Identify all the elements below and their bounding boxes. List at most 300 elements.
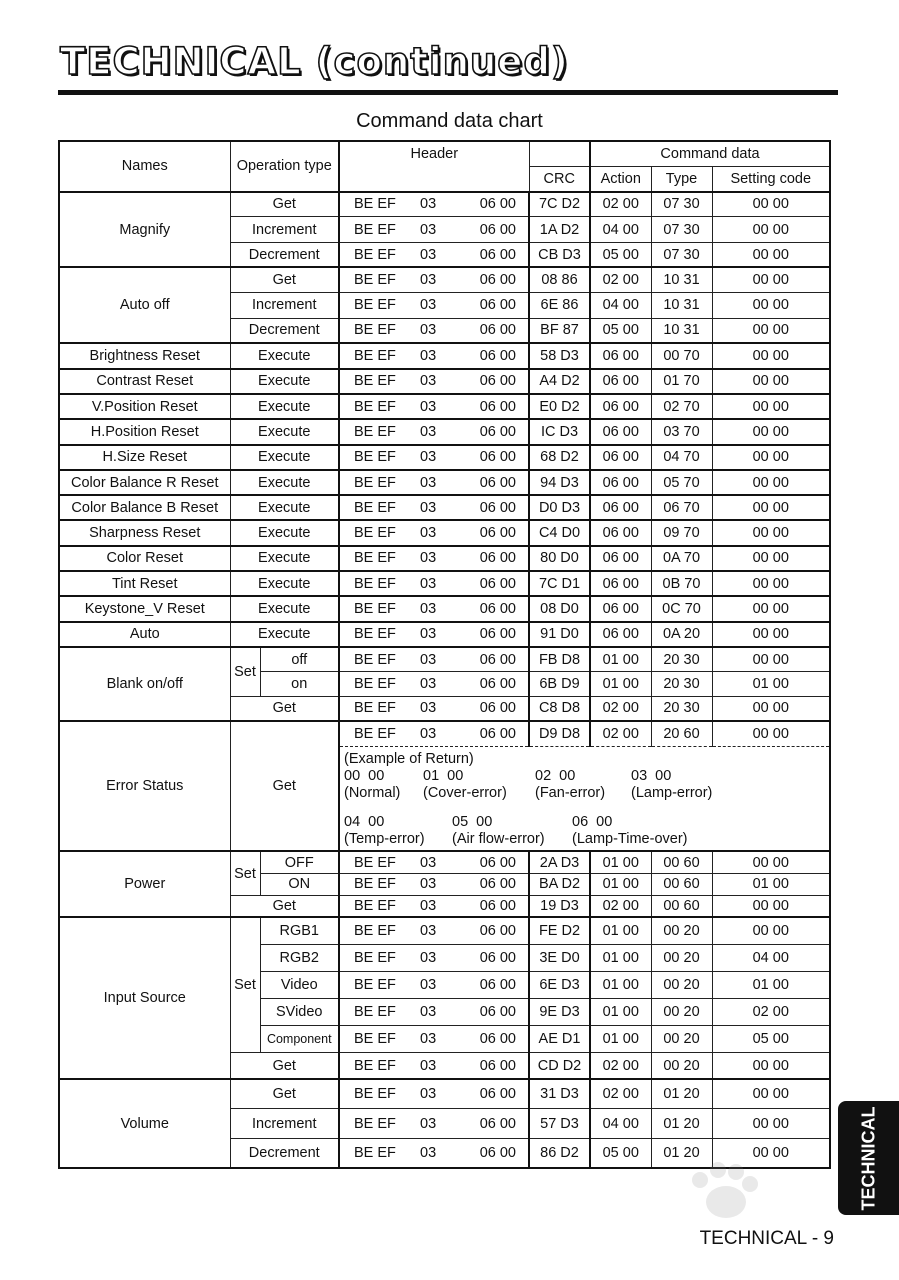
return-code: 06 00: [572, 813, 613, 830]
operation-cell: Get: [230, 1052, 339, 1079]
action-cell: 01 00: [590, 971, 651, 998]
header-byte-c: 06 00: [479, 600, 516, 617]
type-cell: 00 20: [651, 1025, 712, 1052]
operation-cell: Get: [230, 192, 339, 217]
header-byte-b: 03: [420, 246, 437, 263]
crc-cell: 57 D3: [529, 1109, 590, 1139]
setting-code-cell: 05 00: [712, 1025, 830, 1052]
header-byte-b: 03: [420, 221, 437, 238]
action-cell: 05 00: [590, 318, 651, 343]
header-bytes: [339, 998, 529, 1025]
header-byte-c: 06 00: [479, 1057, 516, 1074]
type-cell: 07 30: [651, 217, 712, 242]
crc-cell: 80 D0: [529, 546, 590, 571]
header-byte-b: 03: [420, 1057, 437, 1074]
crc-cell: 91 D0: [529, 622, 590, 647]
header-bytes: [339, 696, 529, 721]
header-bytes: [339, 1109, 529, 1139]
crc-cell: 6E D3: [529, 971, 590, 998]
header-byte-a: BE EF: [354, 221, 396, 238]
header-bytes: [339, 495, 529, 520]
setting-code-cell: 00 00: [712, 1138, 830, 1168]
operation-cell: Execute: [230, 546, 339, 571]
operation-cell: Execute: [230, 343, 339, 368]
header-byte-a: BE EF: [354, 1086, 396, 1103]
header-bytes: [339, 419, 529, 444]
crc-cell: CD D2: [529, 1052, 590, 1079]
row-name: Brightness Reset: [59, 343, 230, 368]
operation-cell: Get: [230, 1079, 339, 1109]
action-cell: 06 00: [590, 622, 651, 647]
header-byte-a: BE EF: [354, 499, 396, 516]
header-byte-c: 06 00: [479, 449, 516, 466]
header-byte-a: BE EF: [354, 876, 396, 893]
action-cell: 05 00: [590, 1138, 651, 1168]
header-byte-c: 06 00: [479, 499, 516, 516]
page-footer: TECHNICAL - 9: [699, 1228, 834, 1249]
header-bytes: [339, 217, 529, 242]
type-cell: 00 20: [651, 944, 712, 971]
action-cell: 04 00: [590, 293, 651, 318]
crc-cell: FB D8: [529, 647, 590, 672]
action-cell: 02 00: [590, 1079, 651, 1109]
header-byte-b: 03: [420, 949, 437, 966]
type-cell: 00 20: [651, 1052, 712, 1079]
return-code: 01 00: [423, 767, 464, 784]
header-byte-a: BE EF: [354, 272, 396, 289]
operation-cell: Decrement: [230, 318, 339, 343]
action-cell: 02 00: [590, 696, 651, 721]
crc-cell: 08 D0: [529, 596, 590, 621]
setting-code-cell: 00 00: [712, 217, 830, 242]
return-code: 00 00: [344, 767, 385, 784]
operation-cell: Get: [230, 696, 339, 721]
return-title: (Example of Return): [344, 750, 474, 767]
action-cell: 01 00: [590, 944, 651, 971]
header-bytes: [339, 622, 529, 647]
row-name: Color Reset: [59, 546, 230, 571]
header-byte-c: 06 00: [479, 675, 516, 692]
type-cell: 10 31: [651, 293, 712, 318]
row-name: V.Position Reset: [59, 394, 230, 419]
header-bytes: [339, 267, 529, 292]
setting-code-cell: 00 00: [712, 445, 830, 470]
return-label: (Lamp-error): [631, 784, 713, 801]
header-byte-c: 06 00: [479, 1003, 516, 1020]
crc-cell: D0 D3: [529, 495, 590, 520]
header-byte-a: BE EF: [354, 246, 396, 263]
type-cell: 00 20: [651, 971, 712, 998]
header-byte-a: BE EF: [354, 725, 396, 742]
action-cell: 02 00: [590, 1052, 651, 1079]
setting-code-cell: 00 00: [712, 596, 830, 621]
header-byte-a: BE EF: [354, 1030, 396, 1047]
action-cell: 02 00: [590, 721, 651, 746]
operation-cell: Execute: [230, 470, 339, 495]
return-code: 04 00: [344, 813, 385, 830]
setting-code-cell: 00 00: [712, 419, 830, 444]
return-code: 05 00: [452, 813, 493, 830]
header-byte-a: BE EF: [354, 1115, 396, 1132]
type-cell: 07 30: [651, 242, 712, 267]
action-cell: 06 00: [590, 369, 651, 394]
set-label: Set: [230, 647, 260, 696]
setting-code-cell: 00 00: [712, 895, 830, 917]
action-cell: 05 00: [590, 242, 651, 267]
header-byte-b: 03: [420, 700, 437, 717]
header-byte-b: 03: [420, 854, 437, 871]
crc-cell: 7C D2: [529, 192, 590, 217]
row-name: Power: [59, 851, 230, 917]
operation-cell: Execute: [230, 622, 339, 647]
type-cell: 0A 20: [651, 622, 712, 647]
type-cell: 06 70: [651, 495, 712, 520]
setting-code-cell: 02 00: [712, 998, 830, 1025]
header-byte-b: 03: [420, 525, 437, 542]
action-cell: 01 00: [590, 647, 651, 672]
header-bytes: [339, 192, 529, 217]
header-bytes: [339, 895, 529, 917]
action-cell: 01 00: [590, 1025, 651, 1052]
header-bytes: [339, 851, 529, 873]
header-byte-b: 03: [420, 550, 437, 567]
operation-cell: Execute: [230, 571, 339, 596]
crc-cell: 2A D3: [529, 851, 590, 873]
crc-cell: 19 D3: [529, 895, 590, 917]
header-byte-c: 06 00: [479, 221, 516, 238]
header-byte-a: BE EF: [354, 449, 396, 466]
crc-cell: IC D3: [529, 419, 590, 444]
operation-cell: Execute: [230, 369, 339, 394]
header-byte-a: BE EF: [354, 600, 396, 617]
header-bytes: [339, 1025, 529, 1052]
header-byte-b: 03: [420, 1030, 437, 1047]
row-name: Keystone_V Reset: [59, 596, 230, 621]
row-name: Tint Reset: [59, 571, 230, 596]
header-byte-a: BE EF: [354, 398, 396, 415]
header-byte-a: BE EF: [354, 348, 396, 365]
header-byte-c: 06 00: [479, 322, 516, 339]
action-cell: 01 00: [590, 998, 651, 1025]
crc-cell: BA D2: [529, 873, 590, 895]
header-byte-c: 06 00: [479, 246, 516, 263]
action-cell: 06 00: [590, 343, 651, 368]
action-cell: 01 00: [590, 851, 651, 873]
heading-rule: [58, 90, 838, 95]
type-cell: 0C 70: [651, 596, 712, 621]
operation-cell: Execute: [230, 495, 339, 520]
operation-cell: Component: [260, 1025, 339, 1052]
action-cell: 06 00: [590, 520, 651, 545]
set-label: Set: [230, 917, 260, 1052]
row-name: Auto off: [59, 267, 230, 343]
header-byte-b: 03: [420, 423, 437, 440]
col-type: Type: [651, 166, 712, 191]
setting-code-cell: 00 00: [712, 622, 830, 647]
type-cell: 00 70: [651, 343, 712, 368]
type-cell: 00 20: [651, 998, 712, 1025]
type-cell: 0A 70: [651, 546, 712, 571]
header-bytes: [339, 1079, 529, 1109]
header-byte-a: BE EF: [354, 1003, 396, 1020]
header-bytes: [339, 571, 529, 596]
header-byte-b: 03: [420, 196, 437, 213]
return-label: (Cover-error): [423, 784, 507, 801]
side-tab: [838, 1101, 899, 1215]
header-byte-a: BE EF: [354, 525, 396, 542]
setting-code-cell: 00 00: [712, 343, 830, 368]
setting-code-cell: 00 00: [712, 192, 830, 217]
crc-cell: FE D2: [529, 917, 590, 944]
crc-cell: 08 86: [529, 267, 590, 292]
row-name: Color Balance B Reset: [59, 495, 230, 520]
crc-cell: 68 D2: [529, 445, 590, 470]
type-cell: 00 60: [651, 851, 712, 873]
return-code: 03 00: [631, 767, 672, 784]
header-byte-c: 06 00: [479, 700, 516, 717]
crc-cell: AE D1: [529, 1025, 590, 1052]
col-setting-code: Setting code: [712, 166, 830, 191]
header-byte-b: 03: [420, 373, 437, 390]
header-byte-c: 06 00: [479, 725, 516, 742]
operation-cell: Execute: [230, 445, 339, 470]
setting-code-cell: 00 00: [712, 917, 830, 944]
type-cell: 01 20: [651, 1138, 712, 1168]
header-byte-c: 06 00: [479, 575, 516, 592]
setting-code-cell: 01 00: [712, 672, 830, 697]
header-bytes: [339, 394, 529, 419]
setting-code-cell: 00 00: [712, 318, 830, 343]
col-command-data: Command data: [590, 141, 830, 166]
header-byte-c: 06 00: [479, 297, 516, 314]
setting-code-cell: 00 00: [712, 470, 830, 495]
return-label: (Lamp-Time-over): [572, 830, 688, 847]
col-header-blank: [529, 141, 590, 166]
header-byte-c: 06 00: [479, 196, 516, 213]
row-name: Contrast Reset: [59, 369, 230, 394]
example-of-return: [339, 746, 830, 851]
header-bytes: [339, 318, 529, 343]
header-byte-c: 06 00: [479, 651, 516, 668]
return-label: (Air flow-error): [452, 830, 545, 847]
setting-code-cell: 00 00: [712, 851, 830, 873]
crc-cell: C4 D0: [529, 520, 590, 545]
header-bytes: [339, 647, 529, 672]
setting-code-cell: 00 00: [712, 495, 830, 520]
header-byte-a: BE EF: [354, 898, 396, 915]
action-cell: 01 00: [590, 917, 651, 944]
setting-code-cell: 00 00: [712, 1079, 830, 1109]
type-cell: 07 30: [651, 192, 712, 217]
action-cell: 06 00: [590, 495, 651, 520]
operation-cell: ON: [260, 873, 339, 895]
header-byte-a: BE EF: [354, 949, 396, 966]
setting-code-cell: 00 00: [712, 1109, 830, 1139]
header-byte-b: 03: [420, 626, 437, 643]
crc-cell: BF 87: [529, 318, 590, 343]
header-byte-c: 06 00: [479, 1086, 516, 1103]
crc-cell: 9E D3: [529, 998, 590, 1025]
operation-cell: Increment: [230, 293, 339, 318]
operation-cell: Execute: [230, 520, 339, 545]
return-label: (Normal): [344, 784, 401, 801]
header-byte-c: 06 00: [479, 550, 516, 567]
type-cell: 00 20: [651, 917, 712, 944]
header-byte-a: BE EF: [354, 651, 396, 668]
header-byte-a: BE EF: [354, 854, 396, 871]
type-cell: 10 31: [651, 267, 712, 292]
return-code: 02 00: [535, 767, 576, 784]
setting-code-cell: 00 00: [712, 546, 830, 571]
row-name: Auto: [59, 622, 230, 647]
return-label: (Fan-error): [535, 784, 606, 801]
operation-cell: Video: [260, 971, 339, 998]
type-cell: 0B 70: [651, 571, 712, 596]
header-byte-b: 03: [420, 474, 437, 491]
type-cell: 00 60: [651, 895, 712, 917]
header-byte-c: 06 00: [479, 854, 516, 871]
header-byte-a: BE EF: [354, 575, 396, 592]
header-byte-c: 06 00: [479, 348, 516, 365]
action-cell: 06 00: [590, 445, 651, 470]
setting-code-cell: 00 00: [712, 571, 830, 596]
header-byte-a: BE EF: [354, 297, 396, 314]
operation-cell: Execute: [230, 596, 339, 621]
header-byte-b: 03: [420, 725, 437, 742]
header-byte-b: 03: [420, 876, 437, 893]
header-byte-a: BE EF: [354, 675, 396, 692]
header-byte-a: BE EF: [354, 626, 396, 643]
crc-cell: 1A D2: [529, 217, 590, 242]
type-cell: 20 30: [651, 696, 712, 721]
type-cell: 01 20: [651, 1109, 712, 1139]
row-name: Blank on/off: [59, 647, 230, 721]
crc-cell: E0 D2: [529, 394, 590, 419]
action-cell: 02 00: [590, 192, 651, 217]
crc-cell: 3E D0: [529, 944, 590, 971]
col-crc: CRC: [529, 166, 590, 191]
crc-cell: C8 D8: [529, 696, 590, 721]
header-bytes: [339, 721, 529, 746]
side-tab-label: TECHNICAL: [858, 1106, 878, 1210]
header-byte-c: 06 00: [479, 626, 516, 643]
setting-code-cell: 00 00: [712, 242, 830, 267]
type-cell: 05 70: [651, 470, 712, 495]
setting-code-cell: 00 00: [712, 647, 830, 672]
set-label: Set: [230, 851, 260, 895]
header-byte-a: BE EF: [354, 700, 396, 717]
crc-cell: D9 D8: [529, 721, 590, 746]
type-cell: 20 30: [651, 647, 712, 672]
header-byte-c: 06 00: [479, 923, 516, 940]
action-cell: 01 00: [590, 672, 651, 697]
header-bytes: [339, 873, 529, 895]
action-cell: 04 00: [590, 217, 651, 242]
header-byte-c: 06 00: [479, 1115, 516, 1132]
header-byte-b: 03: [420, 272, 437, 289]
header-byte-b: 03: [420, 449, 437, 466]
operation-cell: Execute: [230, 394, 339, 419]
header-byte-a: BE EF: [354, 196, 396, 213]
setting-code-cell: 00 00: [712, 394, 830, 419]
row-name: Error Status: [59, 721, 230, 851]
header-byte-b: 03: [420, 575, 437, 592]
header-bytes: [339, 293, 529, 318]
header-byte-a: BE EF: [354, 976, 396, 993]
header-byte-a: BE EF: [354, 1144, 396, 1161]
header-bytes: [339, 242, 529, 267]
header-byte-b: 03: [420, 675, 437, 692]
header-byte-b: 03: [420, 923, 437, 940]
type-cell: 01 70: [651, 369, 712, 394]
setting-code-cell: 00 00: [712, 267, 830, 292]
header-byte-b: 03: [420, 1003, 437, 1020]
header-byte-a: BE EF: [354, 373, 396, 390]
header-bytes: [339, 596, 529, 621]
header-byte-c: 06 00: [479, 1144, 516, 1161]
row-name: Sharpness Reset: [59, 520, 230, 545]
crc-cell: 86 D2: [529, 1138, 590, 1168]
header-byte-b: 03: [420, 898, 437, 915]
type-cell: 04 70: [651, 445, 712, 470]
page-heading: TECHNICAL (continued): [60, 40, 569, 83]
setting-code-cell: 01 00: [712, 873, 830, 895]
header-bytes: [339, 343, 529, 368]
header-bytes: [339, 546, 529, 571]
header-bytes: [339, 520, 529, 545]
operation-cell: RGB1: [260, 917, 339, 944]
setting-code-cell: 00 00: [712, 520, 830, 545]
header-byte-b: 03: [420, 600, 437, 617]
header-byte-b: 03: [420, 348, 437, 365]
header-byte-a: BE EF: [354, 1057, 396, 1074]
crc-cell: 7C D1: [529, 571, 590, 596]
type-cell: 10 31: [651, 318, 712, 343]
operation-cell: Execute: [230, 419, 339, 444]
action-cell: 02 00: [590, 895, 651, 917]
header-byte-b: 03: [420, 297, 437, 314]
type-cell: 02 70: [651, 394, 712, 419]
header-byte-a: BE EF: [354, 423, 396, 440]
setting-code-cell: 00 00: [712, 721, 830, 746]
operation-cell: OFF: [260, 851, 339, 873]
header-byte-c: 06 00: [479, 876, 516, 893]
header-bytes: [339, 971, 529, 998]
action-cell: 01 00: [590, 873, 651, 895]
header-byte-b: 03: [420, 1115, 437, 1132]
header-byte-c: 06 00: [479, 373, 516, 390]
setting-code-cell: 00 00: [712, 369, 830, 394]
row-name: Input Source: [59, 917, 230, 1079]
header-byte-a: BE EF: [354, 550, 396, 567]
header-byte-c: 06 00: [479, 272, 516, 289]
header-bytes: [339, 445, 529, 470]
type-cell: 20 30: [651, 672, 712, 697]
row-name: H.Size Reset: [59, 445, 230, 470]
col-names: Names: [59, 141, 230, 192]
type-cell: 09 70: [651, 520, 712, 545]
setting-code-cell: 04 00: [712, 944, 830, 971]
header-byte-c: 06 00: [479, 898, 516, 915]
setting-code-cell: 00 00: [712, 293, 830, 318]
action-cell: 02 00: [590, 267, 651, 292]
header-bytes: [339, 944, 529, 971]
header-byte-a: BE EF: [354, 923, 396, 940]
col-header: Header: [339, 141, 529, 166]
header-byte-a: BE EF: [354, 322, 396, 339]
crc-cell: 6E 86: [529, 293, 590, 318]
command-data-table: [58, 140, 831, 1169]
